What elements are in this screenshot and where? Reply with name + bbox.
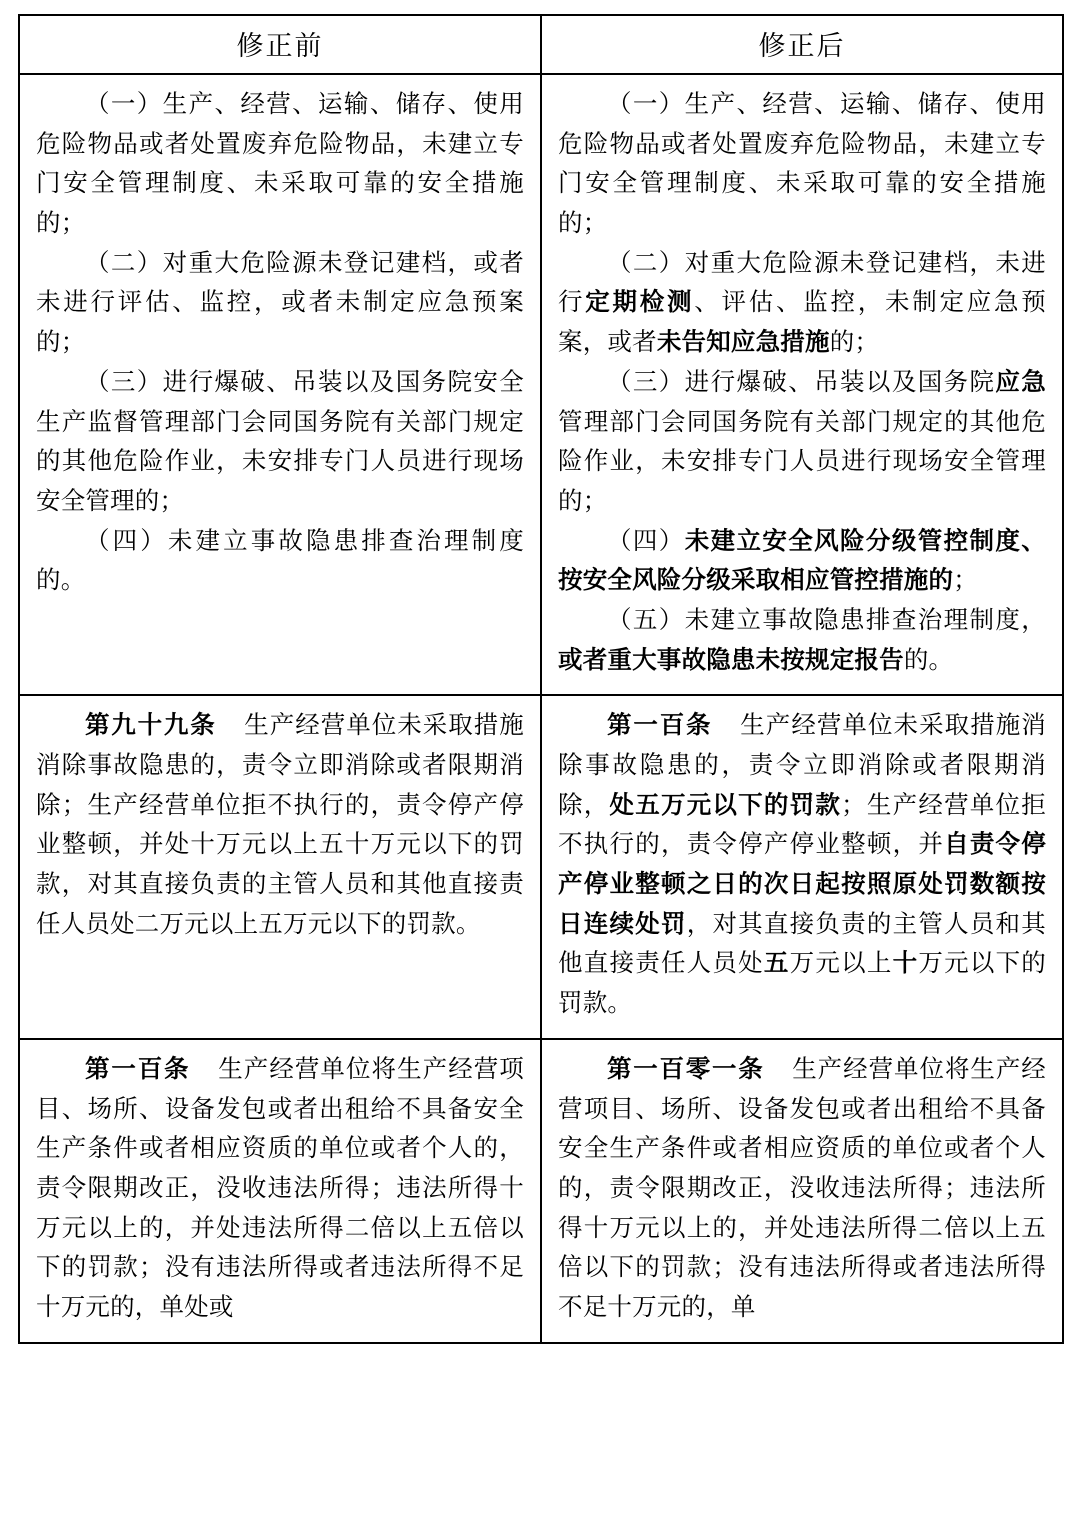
paragraph (558, 706, 1046, 1024)
amended-text: 定期检测 (585, 289, 695, 317)
table-row (19, 74, 1063, 695)
body-text: 生产经营单位将生产经营项目、场所、设备发包或者出租给不具备安全生产条件或者相应资质的单位或者个人的，责令限期改正，没收违法所得；违法所得十万元以上的，并处违法所得二倍以上五倍以下的罚款；没有违法所得或者违法所得不足十万元的，单 (558, 1055, 1047, 1321)
body-text: （三）进行爆破、吊装以及国务院安全生产监督管理部门会同国务院有关部门规定的其他危险作业，未安排专门人员进行现场安全管理的； (36, 368, 524, 515)
body-text: （四） (607, 527, 685, 555)
cell-before (19, 74, 541, 695)
cell-before (19, 695, 541, 1039)
amended-text: 五 (763, 950, 790, 978)
table-row (19, 695, 1063, 1039)
body-text: （一）生产、经营、运输、储存、使用危险物品或者处置废弃危险物品，未建立专门安全管理制度、未采取可靠的安全措施的； (36, 91, 524, 238)
body-text: 、评估、监控，未制定应急预案，或者 (558, 289, 1046, 357)
body-text: （一）生产、经营、运输、储存、使用危险物品或者处置废弃危险物品，未建立专门安全管理制度、未采取可靠的安全措施的； (558, 91, 1046, 238)
table-body (19, 74, 1063, 1343)
article-number: 第一百条 (607, 712, 713, 740)
article-number: 第一百零一条 (607, 1055, 765, 1083)
amended-text: 应急 (995, 368, 1046, 396)
amended-text: 自责令停产停业整顿之日的次日起按照原处罚数额按日连续处罚 (558, 831, 1046, 938)
article-number: 第一百条 (85, 1055, 191, 1083)
body-text: （三）进行爆破、吊装以及国务院 (607, 368, 996, 396)
body-text: （四）未建立事故隐患排查治理制度的。 (36, 527, 524, 595)
paragraph (558, 244, 1046, 363)
paragraph (36, 244, 524, 363)
body-text: 的； (829, 329, 880, 357)
paragraph (36, 706, 524, 944)
paragraph (36, 85, 524, 244)
cell-after (541, 1039, 1063, 1343)
body-text: 万元以下的罚款。 (558, 950, 1047, 1018)
amended-text: 未告知应急措施 (656, 329, 830, 357)
body-text: （五）未建立事故隐患排查治理制度， (607, 606, 1046, 634)
body-text: ；生产经营单位拒不执行的，责令停产停业整顿，并 (558, 791, 1046, 859)
amended-text: 处五万元以下的罚款 (609, 791, 842, 819)
body-text: 生产经营单位未采取措施消除事故隐患的，责令立即消除或者限期消除， (558, 712, 1047, 819)
body-text: 的。 (903, 646, 954, 674)
column-header-after: 修正后 (541, 15, 1063, 74)
paragraph (558, 601, 1046, 680)
table-row (19, 1039, 1063, 1343)
body-text: 生产经营单位将生产经营项目、场所、设备发包或者出租给不具备安全生产条件或者相应资质的单位或者个人的，责令限期改正，没收违法所得；违法所得十万元以上的，并处违法所得二倍以上五倍以下的罚款；没有违法所得或者违法所得不足十万元的，单处或 (36, 1055, 525, 1321)
paragraph (36, 363, 524, 522)
amendment-comparison-table (18, 14, 1064, 1344)
body-text: （二）对重大危险源未登记建档，未进行 (558, 249, 1046, 317)
body-text: 管理部门会同国务院有关部门规定的其他危险作业，未安排专门人员进行现场安全管理的； (558, 408, 1046, 515)
paragraph (36, 522, 524, 601)
paragraph (558, 363, 1046, 522)
paragraph (558, 522, 1046, 601)
paragraph (558, 1050, 1046, 1328)
cell-before (19, 1039, 541, 1343)
body-text: 生产经营单位未采取措施消除事故隐患的，责令立即消除或者限期消除；生产经营单位拒不执行的，责令停产停业整顿，并处十万元以上五十万元以下的罚款，对其直接负责的主管人员和其他直接责任人员处二万元以上五万元以下的罚款。 (36, 712, 525, 938)
cell-after (541, 74, 1063, 695)
cell-after (541, 695, 1063, 1039)
body-text: ，对其直接负责的主管人员和其他直接责任人员处 (558, 910, 1046, 978)
body-text: （二）对重大危险源未登记建档，或者未进行评估、监控，或者未制定应急预案的； (36, 249, 524, 357)
amended-text: 未建立安全风险分级管控制度、按安全风险分级采取相应管控措施的 (558, 527, 1046, 595)
column-header-before: 修正前 (19, 15, 541, 74)
table-header-row (19, 15, 1063, 74)
body-text: ； (953, 567, 978, 595)
article-number: 第九十九条 (85, 712, 217, 740)
paragraph (558, 85, 1046, 244)
paragraph (36, 1050, 524, 1328)
body-text: 万元以上 (789, 950, 893, 978)
amended-text: 十 (892, 950, 919, 978)
amended-text: 或者重大事故隐患未按规定报告 (558, 646, 904, 674)
